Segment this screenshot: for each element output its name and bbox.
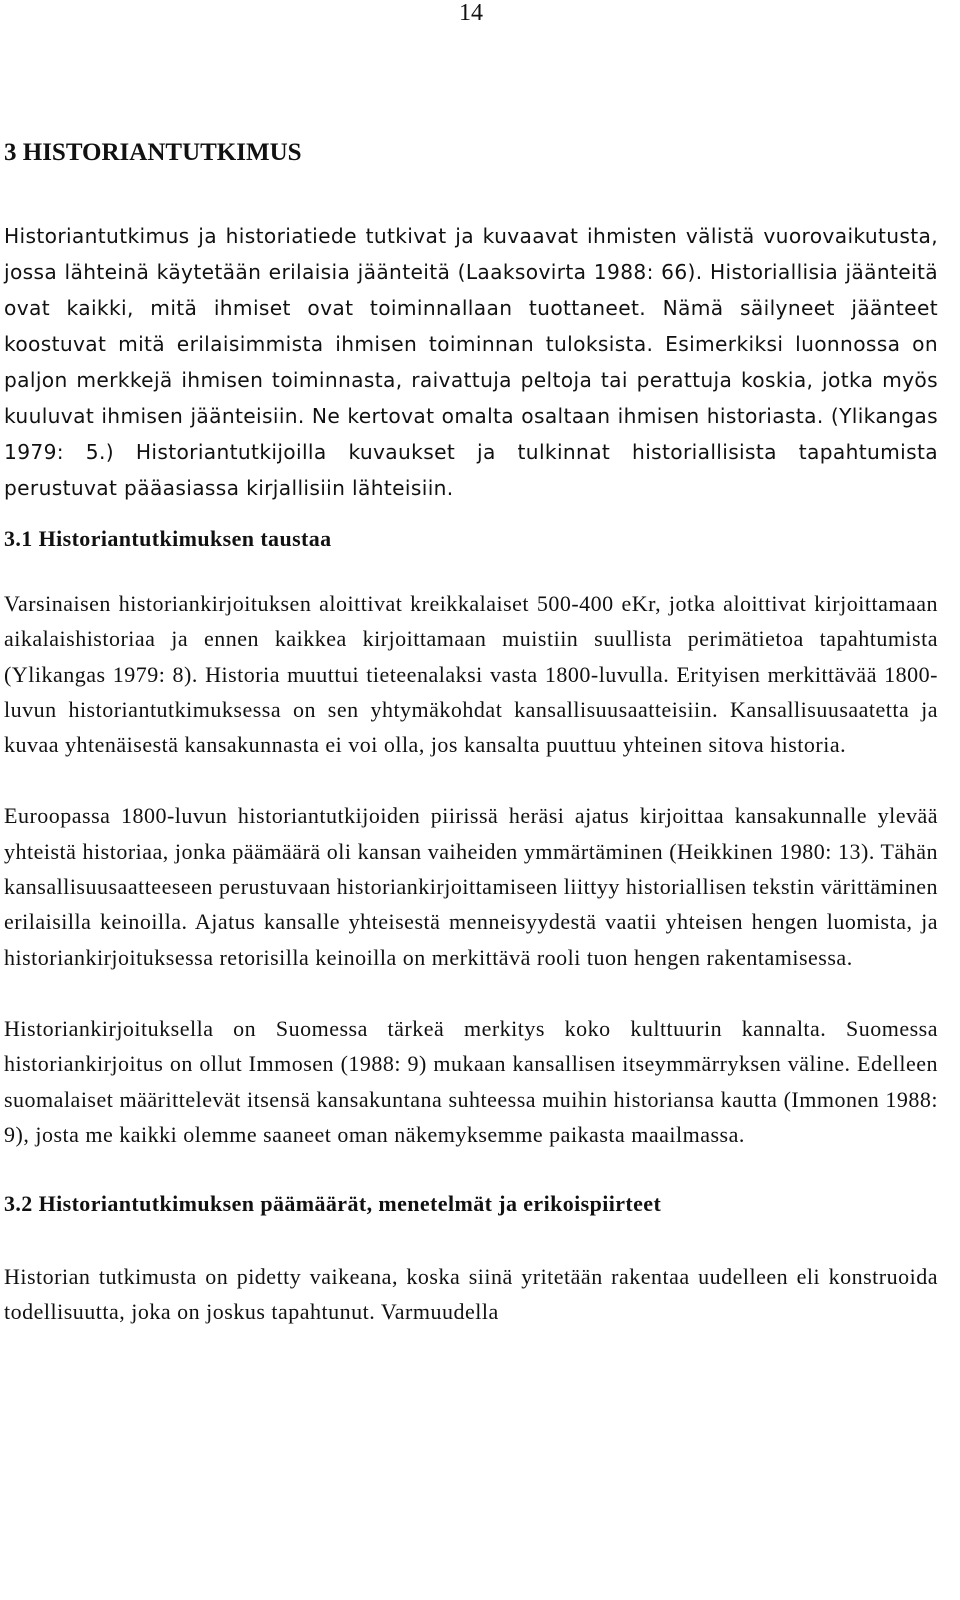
section-3-1-paragraph-3: Historiankirjoituksella on Suomessa tärkeä merkitys koko kulttuurin kannalta. Suomessa historiankirjoitus on ollut Immosen (1988: 9) mukaan kansallisen itseymmärryksen väline. Edelleen suomalaiset määrittelevät itsensä kansakuntana suhteessa muihin historiansa kautta (Immonen 1988: 9), josta me kaikki olemme saaneet oman näkemyksemme paikasta maailmassa. (4, 1015, 938, 1147)
section-3-1-paragraph-2: Euroopassa 1800-luvun historiantutkijoiden piirissä heräsi ajatus kirjoittaa kansakunnalle ylevää yhteistä historiaa, jonka päämäärä oli kansan vaiheiden ymmärtäminen (Heikkinen 1980: 13). Tähän kansallisuusaatteeseen perustuvaan historiankirjoittamiseen liittyy historiallisen tekstin värittäminen erilaisilla keinoilla. Ajatus kansalle yhteisestä menneisyydestä vaatii yhteisen hengen luomista, ja historiankirjoituksessa retorisilla keinoilla on merkittävä rooli tuon hengen rakentamisessa. (4, 803, 938, 970)
chapter-intro-paragraph: Historiantutkimus ja historiatiede tutkivat ja kuvaavat ihmisten välistä vuorovaikutusta, jossa lähteinä käytetään erilaisia jäänteitä (Laaksovirta 1988: 66). Historiallisia jäänteitä ovat kaikki, mitä ihmiset ovat toiminnallaan tuottaneet. Nämä säilyneet jäänteet koostuvat mitä erilaisimmista ihmisen toiminnan tuloksista. Esimerkiksi luonnossa on paljon merkkejä ihmisen toiminnasta, raivattuja peltoja tai perattuja koskia, jotka myös kuuluvat ihmisen jäänteisiin. Ne kertovat omalta osaltaan ihmisen historiasta. (Ylikangas 1979: 5.) Historiantutkijoilla kuvaukset ja tulkinnat historiallisista tapahtumista perustuvat pääasiassa kirjallisiin lähteisiin. (4, 224, 938, 500)
document-body (4, 138, 938, 1330)
chapter-heading: 3 HISTORIANTUTKIMUS (4, 139, 302, 166)
section-3-1-heading: 3.1 Historiantutkimuksen taustaa (4, 526, 332, 551)
page-number: 14 (459, 0, 483, 26)
section-3-2-heading: 3.2 Historiantutkimuksen päämäärät, menetelmät ja erikoispiirteet (4, 1191, 662, 1217)
section-3-2-paragraph-1: Historian tutkimusta on pidetty vaikeana, koska siinä yritetään rakentaa uudelleen eli konstruoida todellisuutta, joka on joskus tapahtunut. Varmuudella (4, 1264, 938, 1325)
section-3-1-paragraph-1: Varsinaisen historiankirjoituksen aloittivat kreikkalaiset 500-400 eKr, jotka aloittivat kirjoittamaan aikalaishistoriaa ja ennen kaikkea kirjoittamaan muistiin suullista perimätietoa tapahtumista (Ylikangas 1979: 8). Historia muuttui tieteenalaksi vasta 1800-luvulla. Erityisen merkittävää 1800-luvun historiantutkimuksessa on sen yhtymäkohdat kansallisuusaatteisiin. Kansallisuusaatetta ja kuvaa yhtenäisestä kansakunnasta ei voi olla, jos kansalta puuttuu yhteinen sitova historia. (4, 591, 938, 758)
